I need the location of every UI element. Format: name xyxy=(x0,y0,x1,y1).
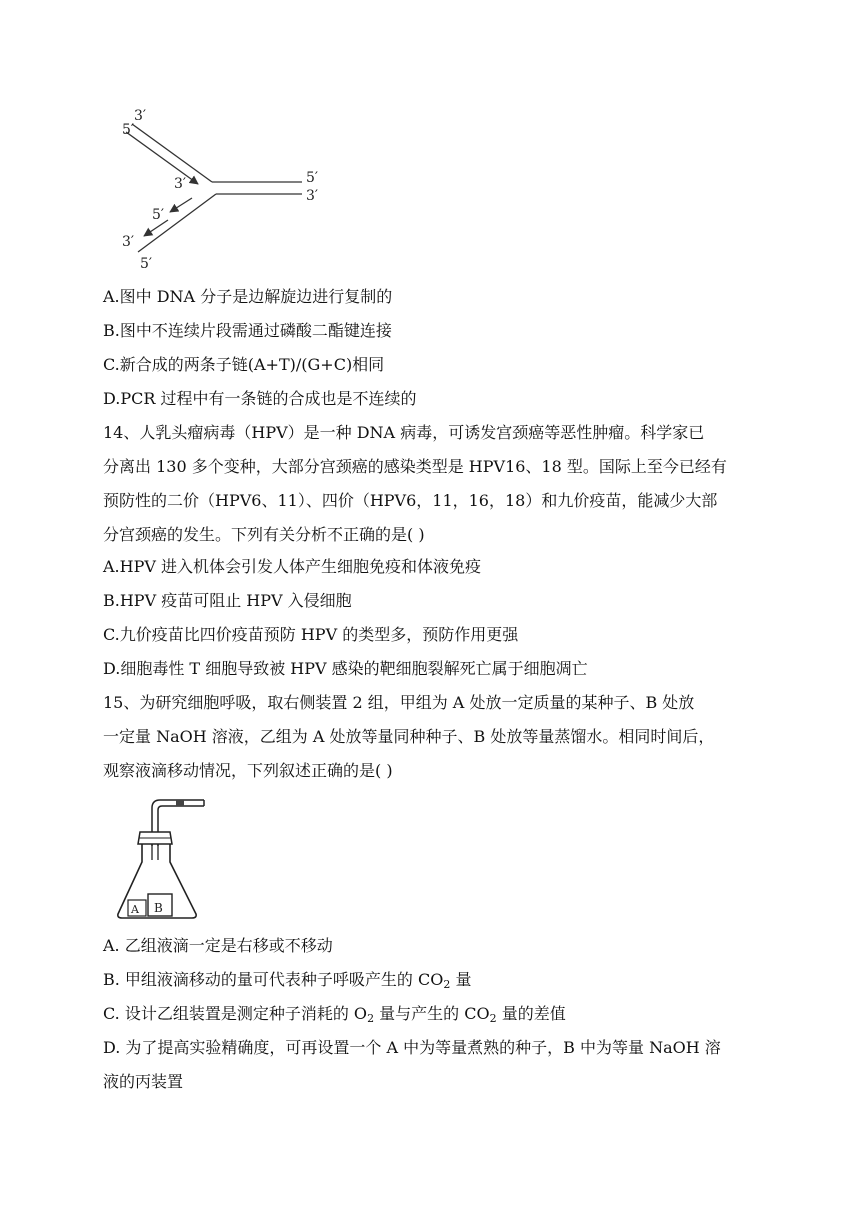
q14-stem-line: 分宫颈癌的发生。下列有关分析不正确的是( ) xyxy=(103,525,425,544)
q13-option-c: C.新合成的两条子链(A+T)/(G+C)相同 xyxy=(103,355,385,374)
q14-stem-line: 预防性的二价（HPV6、11）、四价（HPV6，11，16，18）和九价疫苗，能减少大部 xyxy=(103,491,718,510)
q15-option-a: A. 乙组液滴一定是右移或不移动 xyxy=(103,936,333,955)
fork-label-top-3: 3′ xyxy=(134,108,147,124)
fork-label-top-5: 5′ xyxy=(122,122,135,138)
q15-option-d xyxy=(103,1031,763,1099)
q15-option-b xyxy=(103,970,471,990)
q15-stem-line: 15、为研究细胞呼吸，取右侧装置 2 组，甲组为 A 处放一定质量的某种子、B 处放 xyxy=(103,693,695,712)
subscript: 2 xyxy=(367,1012,375,1025)
q15-option-c xyxy=(103,1004,566,1024)
fork-label-right-3: 3′ xyxy=(306,188,319,204)
q15-stem-line: 一定量 NaOH 溶液，乙组为 A 处放等量同种种子、B 处放等量蒸馏水。相同时间后， xyxy=(103,727,715,746)
q13-option-b: B.图中不连续片段需通过磷酸二酯键连接 xyxy=(103,321,392,340)
q15-option-d-line: D. 为了提高实验精确度，可再设置一个 A 中为等量煮熟的种子，B 中为等量 NaOH 溶 xyxy=(103,1038,721,1057)
subscript: 2 xyxy=(489,1012,497,1025)
q14-option-c: C.九价疫苗比四价疫苗预防 HPV 的类型多，预防作用更强 xyxy=(103,625,519,644)
q13-option-a: A.图中 DNA 分子是边解旋边进行复制的 xyxy=(103,287,393,306)
q15-option-b-text: B. 甲组液滴移动的量可代表种子呼吸产生的 CO xyxy=(103,970,444,989)
q14-option-a: A.HPV 进入机体会引发人体产生细胞免疫和体液免疫 xyxy=(103,557,482,576)
q15-option-d-line: 液的丙装置 xyxy=(103,1072,184,1091)
q13-option-d: D.PCR 过程中有一条链的合成也是不连续的 xyxy=(103,389,417,408)
fork-label-bottom-5: 5′ xyxy=(140,256,153,272)
q15-option-b-text-end: 量 xyxy=(450,970,472,989)
q14-option-d: D.细胞毒性 T 细胞导致被 HPV 感染的靶细胞裂解死亡属于细胞凋亡 xyxy=(103,659,588,678)
subscript: 2 xyxy=(443,978,451,991)
fork-label-right-5: 5′ xyxy=(306,170,319,186)
q14-stem xyxy=(103,416,763,552)
flask-label-a: A xyxy=(131,903,139,916)
fork-label-mid-3: 3′ xyxy=(174,176,187,192)
fork-label-low-5: 5′ xyxy=(152,207,165,223)
q14-stem-line: 分离出 130 多个变种，大部分宫颈癌的感染类型是 HPV16、18 型。国际上至今已经有 xyxy=(103,457,727,476)
q15-option-c-text-mid: 量与产生的 CO xyxy=(374,1004,490,1023)
q14-option-b: B.HPV 疫苗可阻止 HPV 入侵细胞 xyxy=(103,591,352,610)
respiration-flask-figure xyxy=(112,796,222,922)
q15-option-c-text-end: 量的差值 xyxy=(496,1004,566,1023)
dna-replication-fork-figure xyxy=(112,102,342,274)
q15-stem-line: 观察液滴移动情况，下列叙述正确的是( ) xyxy=(103,761,393,780)
q14-stem-line: 14、人乳头瘤病毒（HPV）是一种 DNA 病毒，可诱发宫颈癌等恶性肿瘤。科学家已 xyxy=(103,423,705,442)
flask-label-b: B xyxy=(154,901,163,915)
q15-option-c-text: C. 设计乙组装置是测定种子消耗的 O xyxy=(103,1004,368,1023)
q15-stem xyxy=(103,686,763,788)
fork-label-low-3: 3′ xyxy=(122,234,135,250)
